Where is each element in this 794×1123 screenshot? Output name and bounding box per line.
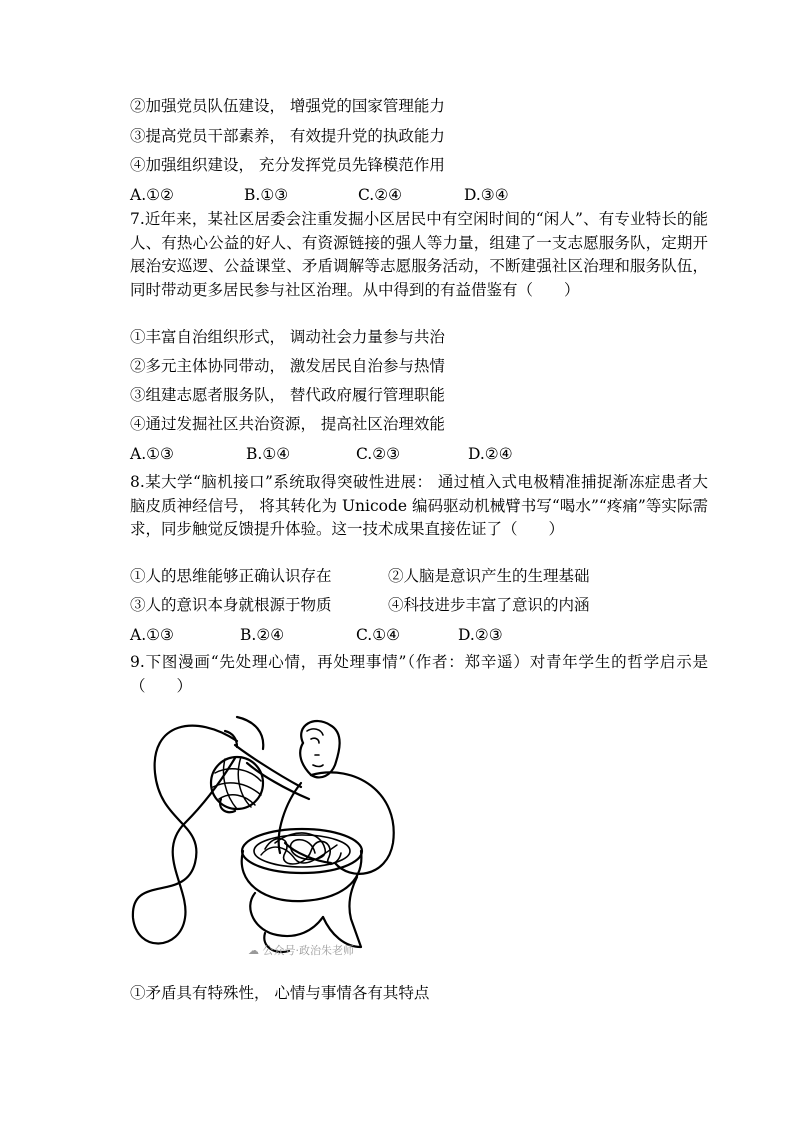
q8-items-row-2: [130, 595, 690, 615]
q8-option-c: C.①④: [356, 626, 401, 644]
q8-option-a: A.①③: [130, 626, 174, 644]
q6-option-c: C.②④: [358, 186, 403, 204]
q7-option-a: A.①③: [130, 445, 174, 463]
q7-item-4: ④通过发掘社区共治资源， 提高社区治理效能: [130, 415, 445, 433]
q8-item-2: ②人脑是意识产生的生理基础: [388, 567, 590, 585]
cartoon-illustration: [125, 703, 405, 965]
wechat-icon: ☁: [248, 944, 259, 957]
q7-option-c: C.②③: [356, 445, 401, 463]
q9-item-1: ①矛盾具有特殊性， 心情与事情各有其特点: [130, 984, 430, 1002]
q6-option-d: D.③④: [464, 186, 509, 204]
q6-item-3: ③提高党员干部素养， 有效提升党的执政能力: [130, 127, 445, 145]
q8-option-d: D.②③: [458, 626, 503, 644]
q6-option-a: A.①②: [130, 186, 174, 204]
q7-option-d: D.②④: [468, 445, 513, 463]
q8-item-1: ①人的思维能够正确认识存在: [130, 567, 332, 585]
q7-item-2: ②多元主体协同带动， 激发居民自治参与热情: [130, 357, 445, 375]
q8-items-row-1: [130, 566, 690, 586]
q8-item-3: ③人的意识本身就根源于物质: [130, 596, 332, 614]
q7-item-1: ①丰富自治组织形式， 调动社会力量参与共治: [130, 328, 445, 346]
q7-item-3: ③组建志愿者服务队， 替代政府履行管理职能: [130, 386, 445, 404]
q8-stem: 8.某大学“脑机接口”系统取得突破性进展： 通过植入式电极精准捕捉渐冻症患者大脑皮质神经信号， 将其转化为 Unicode 编码驱动机械臂书写“喝水”“疼痛”等实际需求，同步触觉反馈提升体验。这一技术成果直接佐证了（ ）: [130, 473, 708, 538]
q6-item-4: ④加强组织建设， 充分发挥党员先锋模范作用: [130, 156, 445, 174]
q9-stem: 9.下图漫画“先处理心情，再处理事情”（作者：郑辛遥）对青年学生的哲学启示是（ ）: [130, 653, 708, 695]
watermark-text: 公众号·政治朱老师: [262, 944, 354, 957]
q8-item-4: ④科技进步丰富了意识的内涵: [388, 596, 590, 614]
q6-option-b: B.①③: [244, 186, 289, 204]
q7-stem: 7.近年来，某社区居委会注重发掘小区居民中有空闲时间的“闲人”、有专业特长的能人、有热心公益的好人、有资源链接的强人等力量，组建了一支志愿服务队，定期开展治安巡逻、公益课堂、矛盾调解等志愿服务活动，不断建强社区治理和服务队伍，同时带动更多居民参与社区治理。从中得到的有益借鉴有（ ）: [130, 210, 708, 299]
q7-option-b: B.①④: [246, 445, 291, 463]
q6-item-2: ②加强党员队伍建设， 增强党的国家管理能力: [130, 97, 445, 115]
q8-option-b: B.②④: [240, 626, 285, 644]
watermark: [248, 942, 354, 958]
